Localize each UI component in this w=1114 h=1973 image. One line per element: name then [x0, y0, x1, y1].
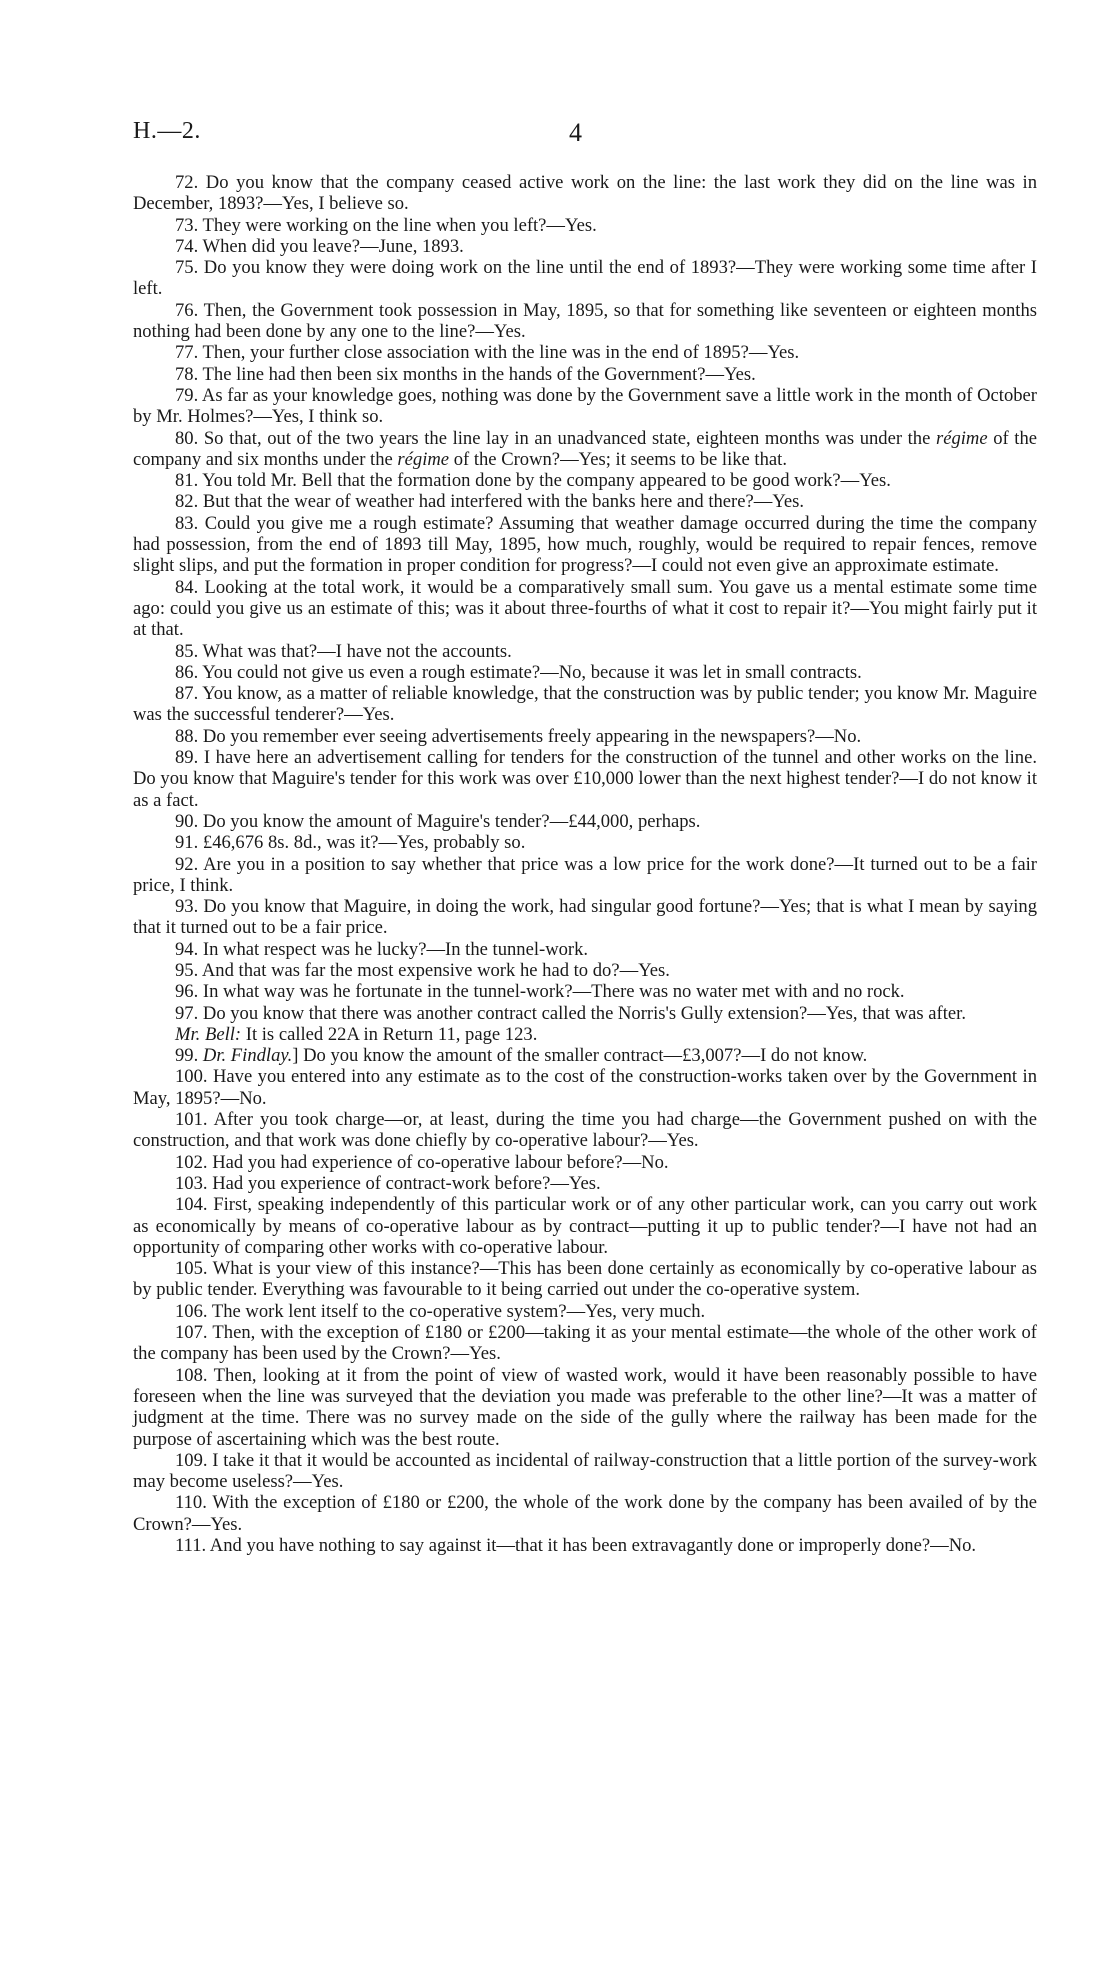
- paragraph-89: 89. I have here an advertisement calling for tenders for the construction of the tunnel and other works on the line. Do you know that Maguire's tender for this work was over £10,000 lower than the next highest tender?—I do not know it as a fact.: [133, 747, 1037, 811]
- paragraph-96: 96. In what way was he fortunate in the tunnel-work?—There was no water met with and no rock.: [175, 981, 905, 1003]
- text-run: of the Crown?—Yes; it seems to be like that.: [449, 448, 787, 470]
- italic-term: régime: [397, 448, 450, 470]
- paragraph-85: 85. What was that?—I have not the accounts.: [175, 640, 512, 662]
- italic-term: régime: [935, 427, 988, 449]
- paragraph-102: 102. Had you had experience of co-operative labour before?—No.: [175, 1151, 669, 1173]
- paragraph-79: 79. As far as your knowledge goes, nothing was done by the Government save a little work in the month of October by Mr. Holmes?—Yes, I think so.: [133, 384, 1037, 428]
- paragraph-93: 93. Do you know that Maguire, in doing the work, had singular good fortune?—Yes; that is what I mean by saying that it turned out to be a fair price.: [133, 896, 1037, 939]
- paragraph-104: 104. First, speaking independently of this particular work or of any other particular work, can you carry out work as economically by means of co-operative labour as by contract—putting it up to public tender?—I have not had an opportunity of comparing other works with co-operative labour.: [133, 1194, 1037, 1258]
- paragraph-73: 73. They were working on the line when you left?—Yes.: [175, 214, 597, 236]
- paragraph-103: 103. Had you experience of contract-work before?—Yes.: [175, 1172, 601, 1194]
- paragraph-80: [133, 428, 1037, 471]
- paragraph-111: 111. And you have nothing to say against it—that it has been extravagantly done or improperly done?—No.: [175, 1535, 977, 1556]
- paragraph-107: 107. Then, with the exception of £180 or £200—taking it as your mental estimate—the whole of the other work of the company has been used by the Crown?—Yes.: [133, 1322, 1037, 1365]
- paragraph-101: 101. After you took charge—or, at least, during the time you had charge—the Government pushed on with the construction, and that work was done chiefly by co-operative labour?—Yes.: [133, 1109, 1037, 1152]
- paragraph-81: 81. You told Mr. Bell that the formation done by the company appeared to be good work?—Yes.: [175, 470, 891, 492]
- paragraph-83: 83. Could you give me a rough estimate? Assuming that weather damage occurred during the time the company had possession, from the end of 1893 till May, 1895, how much, roughly, would be required to repair fences, remove slight slips, and put the formation in proper condition for progress?—I could not even give an approximate estimate.: [133, 512, 1037, 577]
- text-run: ] Do you know the amount of the smaller contract—£3,007?—I do not know.: [292, 1045, 868, 1067]
- paragraph-108: 108. Then, looking at it from the point of view of wasted work, would it have been reasonably possible to have foreseen when the line was surveyed that the deviation you made was preferable to the other line?—It was a matter of judgment at the time. There was no survey made on the side of the gully where the railway has been made for the purpose of ascertaining which was the best route.: [133, 1364, 1037, 1450]
- speaker-name: Dr. Findlay.: [202, 1045, 293, 1067]
- paragraph-99: [133, 1045, 1037, 1066]
- paragraph-97: 97. Do you know that there was another contract called the Norris's Gully extension?—Yes, that was after.: [175, 1002, 966, 1024]
- document-reference: H.—2.: [133, 118, 201, 144]
- page-number: 4: [569, 118, 582, 147]
- speaker-name: Mr. Bell:: [175, 1023, 242, 1045]
- document-body: [133, 172, 1037, 1556]
- paragraph-84: 84. Looking at the total work, it would be a comparatively small sum. You gave us a mental estimate some time ago: could you give us an estimate of this; was it about three-fourths of what it cost to repair it?—You might fairly put it at that.: [133, 576, 1037, 641]
- paragraph-95: 95. And that was far the most expensive work he had to do?—Yes.: [175, 959, 670, 981]
- paragraph-82: 82. But that the wear of weather had interfered with the banks here and there?—Yes.: [175, 491, 805, 513]
- paragraph-92: 92. Are you in a position to say whether that price was a low price for the work done?—It turned out to be a fair price, I think.: [133, 853, 1037, 896]
- paragraph-87: 87. You know, as a matter of reliable knowledge, that the construction was by public tender; you know Mr. Maguire was the successful tenderer?—Yes.: [133, 683, 1037, 726]
- paragraph-109: 109. I take it that it would be accounted as incidental of railway-construction that a little portion of the survey-work may become useless?—Yes.: [133, 1449, 1037, 1493]
- page-header: [133, 118, 1037, 158]
- paragraph-74: 74. When did you leave?—June, 1893.: [175, 235, 464, 257]
- paragraph-75: 75. Do you know they were doing work on the line until the end of 1893?—They were working some time after I left.: [133, 257, 1037, 300]
- paragraph-90: 90. Do you know the amount of Maguire's tender?—£44,000, perhaps.: [175, 810, 701, 832]
- text-run: 80. So that, out of the two years the line lay in an unadvanced state, eighteen months was under the: [175, 427, 936, 449]
- paragraph-100: 100. Have you entered into any estimate as to the cost of the construction-works taken over by the Government in May, 1895?—No.: [133, 1066, 1037, 1109]
- text-run: of the company and six months under the: [133, 427, 1037, 470]
- paragraph-86: 86. You could not give us even a rough estimate?—No, because it was let in small contracts.: [175, 661, 862, 683]
- text-run: It is called 22A in Return 11, page 123.: [241, 1023, 538, 1045]
- paragraph-110: 110. With the exception of £180 or £200, the whole of the work done by the company has been availed of by the Crown?—Yes.: [133, 1492, 1037, 1535]
- paragraph-72: 72. Do you know that the company ceased active work on the line: the last work they did on the line was in December, 1893?—Yes, I believe so.: [133, 172, 1037, 215]
- paragraph-98-mr-bell: [133, 1024, 1037, 1045]
- paragraph-77: 77. Then, your further close association with the line was in the end of 1895?—Yes.: [175, 342, 800, 364]
- text-run: 99.: [175, 1045, 203, 1067]
- paragraph-105: 105. What is your view of this instance?—This has been done certainly as economically by co-operative labour as by public tender. Everything was favourable to it being carried out under the co-operative system.: [133, 1258, 1037, 1301]
- paragraph-94: 94. In what respect was he lucky?—In the tunnel-work.: [175, 938, 589, 960]
- paragraph-78: 78. The line had then been six months in the hands of the Government?—Yes.: [175, 363, 756, 385]
- paragraph-106: 106. The work lent itself to the co-operative system?—Yes, very much.: [175, 1300, 706, 1322]
- paragraph-88: 88. Do you remember ever seeing advertisements freely appearing in the newspapers?—No.: [175, 725, 862, 747]
- paragraph-76: 76. Then, the Government took possession in May, 1895, so that for something like seventeen or eighteen months nothing had been done by any one to the line?—Yes.: [133, 299, 1037, 343]
- paragraph-91: 91. £46,676 8s. 8d., was it?—Yes, probably so.: [175, 832, 526, 854]
